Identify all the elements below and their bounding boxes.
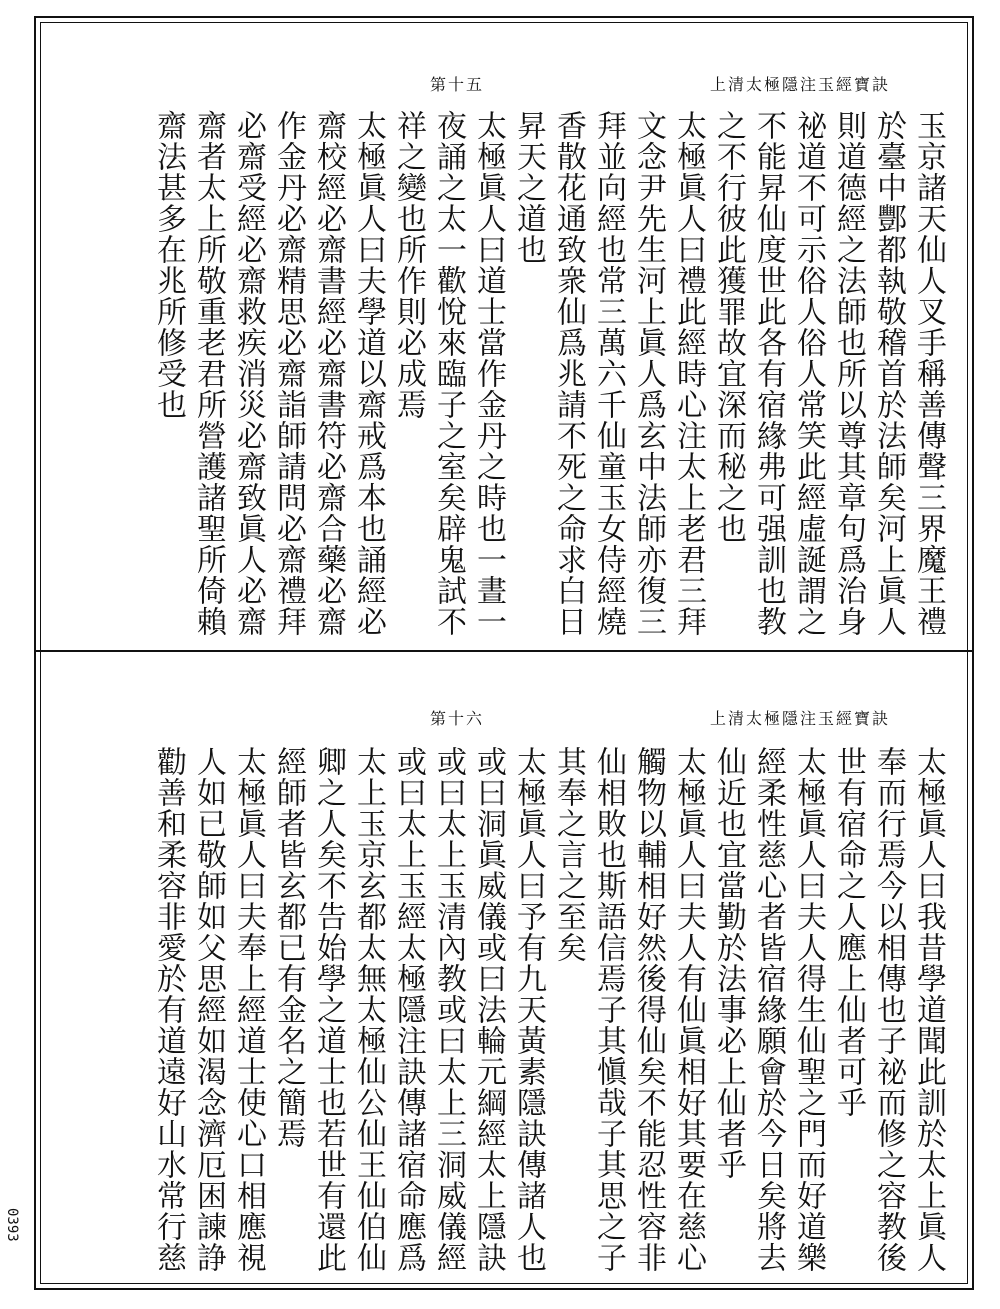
bottom-page [50,660,960,1280]
text-column: 太極眞人曰夫人得生仙聖之門而好道樂 [791,746,826,1273]
text-column: 昇天之道也 [511,110,546,265]
text-column: 仙近也宜當勤於法事必上仙者乎 [711,746,746,1180]
text-column: 或曰太上玉清內教或曰太上三洞威儀經 [431,746,466,1273]
text-column: 文念尹先生河上眞人爲玄中法師亦復三 [631,110,666,637]
text-column: 太上玉京玄都太無太極仙公仙王仙伯仙 [351,746,386,1273]
text-column: 太極眞人曰我昔學道聞此訓於太上眞人 [911,746,946,1273]
text-column: 香散花通致衆仙爲兆請不死之命求白日 [551,110,586,637]
text-column: 齋者太上所敬重老君所營護諸聖所倚賴 [191,110,226,637]
text-column: 必齋受經必齋救疾消災必齋致眞人必齋 [231,110,266,637]
text-column: 其奉之言之至矣 [551,746,586,963]
text-column: 觸物以輔相好然後得仙矣不能忍性容非 [631,746,666,1273]
top-header-page: 第十五 [430,75,485,94]
bottom-header [430,706,890,734]
text-column: 作金丹必齋精思必齋詣師請問必齋禮拜 [271,110,306,637]
bottom-header-book: 上清太極隱注玉經寶訣 [709,709,890,728]
text-column: 於臺中酆都執敬稽首於法師矣河上眞人 [871,110,906,637]
text-column: 勸善和柔容非愛於有道遠好山水常行慈 [151,746,186,1273]
text-column: 太極眞人曰予有九天黃素隱訣傳諸人也 [511,746,546,1273]
top-text-columns [148,110,948,650]
text-column: 拜並向經也常三萬六千仙童玉女侍經燒 [591,110,626,637]
top-header [430,72,890,100]
text-column: 經柔性慈心者皆宿緣願會於今日矣將去 [751,746,786,1273]
text-column: 經師者皆玄都已有金名之簡焉 [271,746,306,1149]
text-column: 之不行彼此獲罪故宜深而秘之也 [711,110,746,544]
top-header-book: 上清太極隱注玉經寶訣 [709,75,890,94]
bottom-header-page: 第十六 [430,709,485,728]
text-column: 太極眞人曰夫學道以齋戒爲本也誦經必 [351,110,386,637]
text-column: 仙相敗也斯語信焉子其愼哉子其思之子 [591,746,626,1273]
text-column: 世有宿命之人應上仙者可乎 [831,746,866,1118]
top-page [50,28,960,643]
text-column: 人如已敬師如父思經如渴念濟厄困諫諍 [191,746,226,1273]
text-column: 卿之人矣不告始學之道士也若世有還此 [311,746,346,1273]
text-column: 太極眞人曰夫人有仙眞相好其要在慈心 [671,746,706,1273]
text-column: 或曰洞眞威儀或曰法輪元綱經太上隱訣 [471,746,506,1273]
text-column: 太極眞人曰道士當作金丹之時也一晝一 [471,110,506,637]
text-column: 夜誦之太一歡悅來臨子之室矣辟鬼試不 [431,110,466,637]
text-column: 祥之變也所作則必成焉 [391,110,426,420]
text-column: 齋校經必齋書經必齋書符必齋合藥必齋 [311,110,346,637]
side-page-number: 0393 [4,1208,20,1242]
text-column: 祕道不可示俗人俗人常笑此經虛誕謂之 [791,110,826,637]
bottom-text-columns [148,746,948,1286]
text-column: 玉京諸天仙人叉手稱善傳聲三界魔王禮 [911,110,946,637]
text-column: 則道德經之法師也所以尊其章句爲治身 [831,110,866,637]
text-column: 太極眞人曰禮此經時心注太上老君三拜 [671,110,706,637]
text-column: 或曰太上玉經太極隱注訣傳諸宿命應爲 [391,746,426,1273]
page-divider [34,650,974,652]
text-column: 奉而行焉今以相傳也子祕而修之容教後 [871,746,906,1273]
text-column: 不能昇仙度世此各有宿緣弗可强訓也教 [751,110,786,637]
text-column: 齋法甚多在兆所修受也 [151,110,186,420]
text-column: 太極眞人曰夫奉上經道士使心口相應視 [231,746,266,1273]
